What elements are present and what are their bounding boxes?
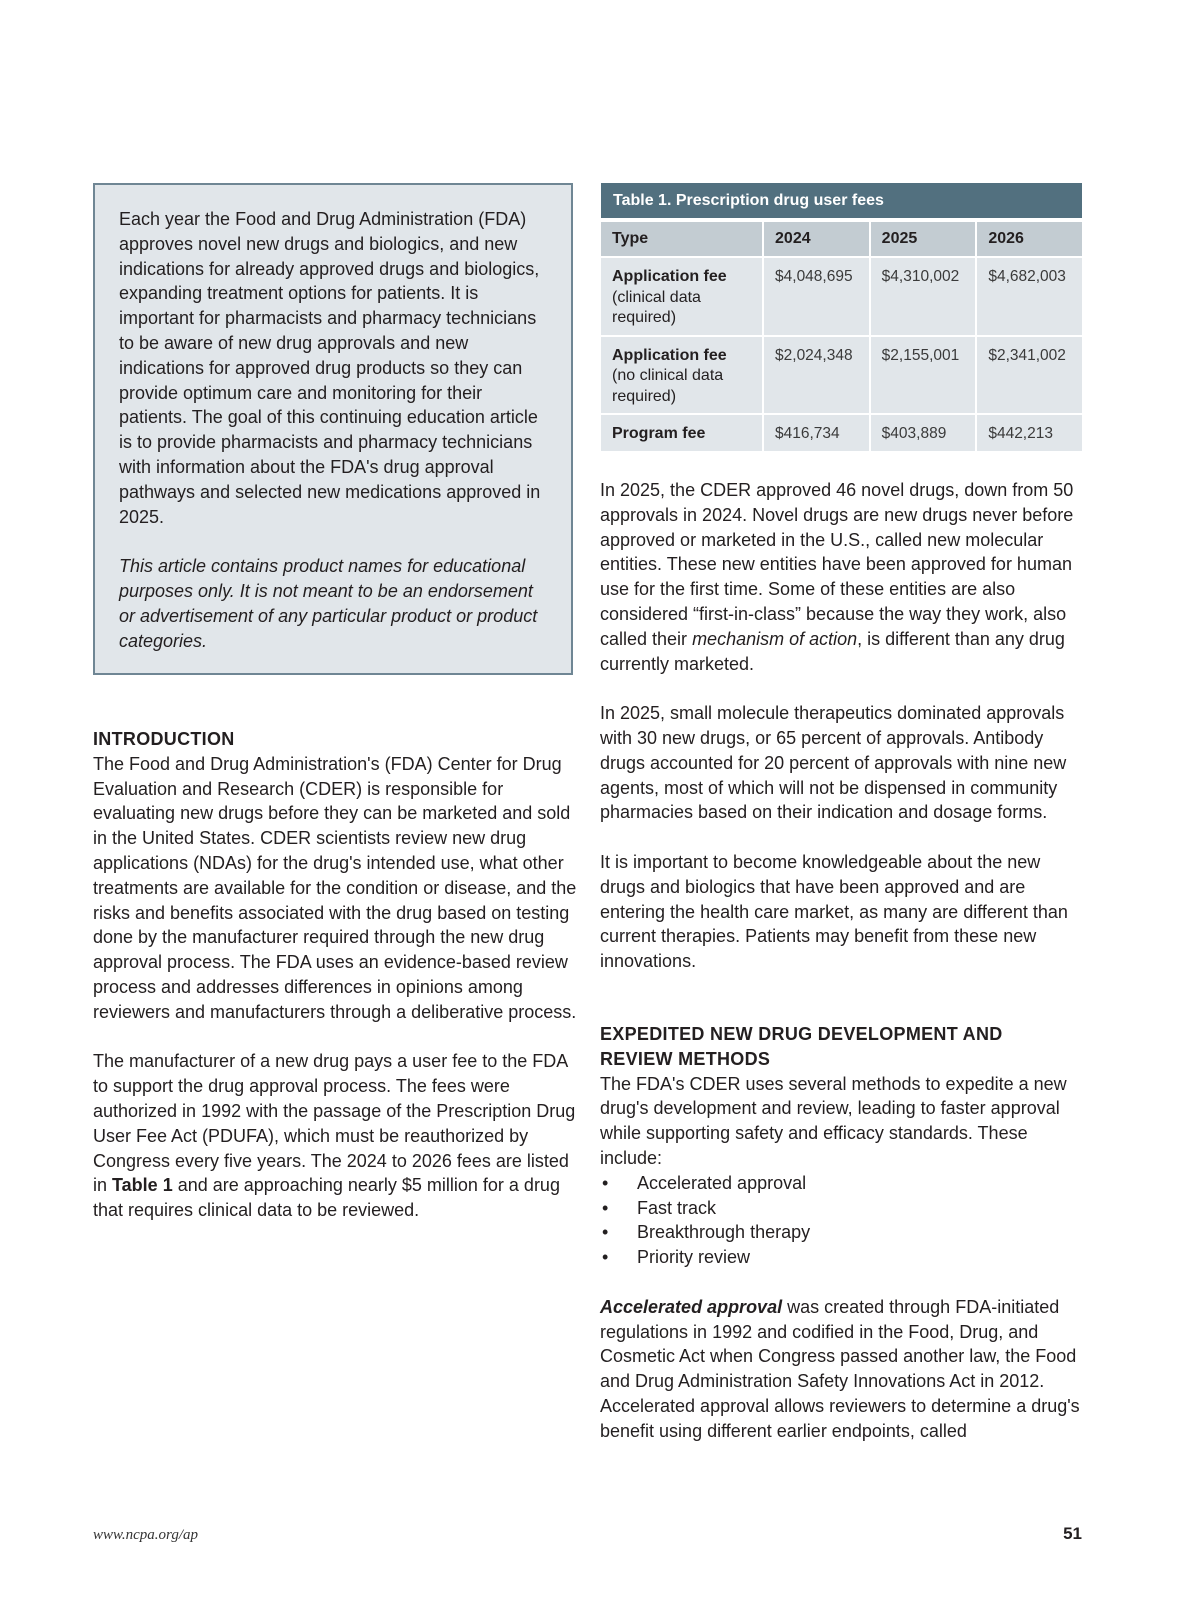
right-column (600, 478, 1085, 974)
list-item-text: Fast track (637, 1197, 717, 1218)
list-item (600, 1171, 1085, 1196)
fee-cell: $4,682,003 (977, 258, 1082, 335)
fee-cell: $416,734 (764, 415, 869, 451)
row-sublabel: (no clinical data required) (612, 367, 724, 405)
row-label: Application fee (612, 346, 727, 364)
expedited-heading-line-1: EXPEDITED NEW DRUG DEVELOPMENT AND (600, 1024, 1003, 1044)
p1-text-before: In 2025, the CDER approved 46 novel drugs, down from 50 approvals in 2024. Novel drugs are new drugs never before approved or marketed in the U.S., called new molecular entities. These new entities have been approved for human use for the first time. Some of these entities are also considered “first-in-class” because the way they work, also called their (600, 480, 1074, 649)
fee-cell: $4,310,002 (871, 258, 976, 335)
introduction-heading: INTRODUCTION (93, 729, 235, 749)
sidebar-summary-box (93, 183, 573, 675)
footer-website-url: www.ncpa.org/ap (93, 1527, 199, 1543)
left-column (93, 727, 578, 1223)
bullet-icon: • (602, 1197, 609, 1218)
table-row (601, 258, 1082, 335)
table-row (601, 337, 1082, 414)
header-2024: 2024 (764, 222, 869, 256)
list-item-text: Breakthrough therapy (637, 1222, 811, 1243)
row-sublabel: (clinical data required) (612, 288, 701, 326)
row-label: Program fee (612, 425, 706, 442)
table-row (601, 415, 1082, 451)
sidebar-intro-text: Each year the Food and Drug Administration (FDA) approves novel new drugs and biologics, and new indications for already approved drugs and biologics, expanding treatment options for patients. It is important for pharmacists and pharmacy technicians to be aware of new drug approvals and new indications for approved drug products so they can provide optimum care and monitoring for their patients. The goal of this continuing education article is to provide pharmacists and pharmacy technicians with information about the FDA's drug approval pathways and selected new medications approved in 2025. (119, 209, 541, 527)
expedited-section (600, 1022, 1085, 1444)
user-fees-table (599, 220, 1084, 453)
header-type: Type (601, 222, 762, 256)
expedited-heading-line-2: REVIEW METHODS (600, 1048, 771, 1069)
p2-text-before: The manufacturer of a new drug pays a user fee to the FDA to support the drug approval process. The fees were authorized in 1992 with the passage of the Prescription Drug User Fee Act (PDUFA), which must be reauthorized by Congress every five years. The 2024 to 2026 fees are listed in (93, 1051, 576, 1196)
list-item-text: Accelerated approval (637, 1172, 807, 1193)
table-1-reference: Table 1 (112, 1175, 173, 1196)
header-2026: 2026 (977, 222, 1082, 256)
expedited-heading (600, 1022, 1085, 1072)
row-label: Application fee (612, 268, 727, 285)
fee-cell: $2,155,001 (871, 337, 976, 414)
list-item (600, 1196, 1085, 1221)
novel-drugs-paragraph (600, 478, 1085, 676)
fee-cell: $2,024,348 (764, 337, 869, 414)
page-number: 51 (1063, 1524, 1082, 1543)
mechanism-of-action-term: mechanism of action (692, 628, 858, 649)
table-title: Table 1. Prescription drug user fees (601, 183, 1082, 218)
bullet-icon: • (602, 1222, 609, 1243)
row-type-cell (601, 258, 762, 335)
row-type-cell (601, 337, 762, 414)
list-item-text: Priority review (637, 1247, 751, 1268)
header-2025: 2025 (871, 222, 976, 256)
introduction-paragraph-2 (93, 1049, 578, 1223)
bullet-icon: • (602, 1172, 609, 1193)
table-header-row (601, 222, 1082, 256)
p1-text-after: , is different than any drug currently marketed. (600, 628, 1065, 674)
fee-cell: $403,889 (871, 415, 976, 451)
p2-text-after: and are approaching nearly $5 million for a drug that requires clinical data to be reviewed. (93, 1175, 560, 1221)
knowledge-paragraph: It is important to become knowledgeable about the new drugs and biologics that have been approved and are entering the health care market, as many are different than current therapies. Patients may benefit from these new innovations. (600, 851, 1068, 972)
small-molecule-paragraph: In 2025, small molecule therapeutics dominated approvals with 30 new drugs, or 65 percent of approvals. Antibody drugs accounted for 20 percent of approvals with nine new agents, most of which will not be dispensed in community pharmacies based on their indication and dosage forms. (600, 703, 1067, 823)
expedited-methods-list (600, 1171, 1085, 1270)
accelerated-approval-text: was created through FDA-initiated regulations in 1992 and codified in the Food, Drug, and Cosmetic Act when Congress passed another law, the Food and Drug Administration Safety Innovations Act in 2012. Accelerated approval allows reviewers to determine a drug's benefit using different earlier endpoints, called (600, 1296, 1080, 1441)
accelerated-approval-paragraph (600, 1295, 1085, 1444)
list-item (600, 1245, 1085, 1270)
bullet-icon: • (602, 1247, 609, 1268)
user-fees-table-container (601, 183, 1082, 453)
fee-cell: $4,048,695 (764, 258, 869, 335)
sidebar-disclaimer-text: This article contains product names for educational purposes only. It is not meant to be an endorsement or advertisement of any particular product or product categories. (119, 556, 538, 651)
list-item (600, 1220, 1085, 1245)
fee-cell: $2,341,002 (977, 337, 1082, 414)
accelerated-approval-term: Accelerated approval (600, 1296, 783, 1317)
fee-cell: $442,213 (977, 415, 1082, 451)
introduction-paragraph-1: The Food and Drug Administration's (FDA) Center for Drug Evaluation and Research (CDER) is responsible for evaluating new drugs before they can be marketed and sold in the United States. CDER scientists review new drug applications (NDAs) for the drug's intended use, what other treatments are available for the condition or disease, and the risks and benefits associated with the drug based on testing done by the manufacturer required through the new drug approval process. The FDA uses an evidence-based review process and addresses differences in opinions among reviewers and manufacturers through a deliberative process. (93, 753, 577, 1022)
expedited-intro-paragraph: The FDA's CDER uses several methods to expedite a new drug's development and review, leading to faster approval while supporting safety and efficacy standards. These include: (600, 1073, 1067, 1168)
row-type-cell (601, 415, 762, 451)
